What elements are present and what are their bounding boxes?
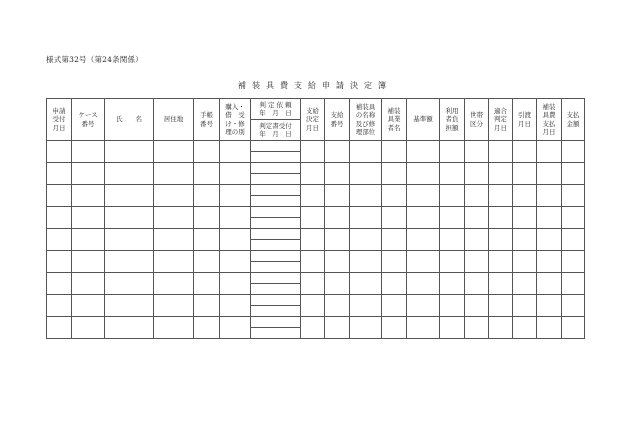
cell-handbook-number[interactable] — [194, 251, 220, 273]
cell-base-amount[interactable] — [407, 163, 440, 185]
cell-judgment[interactable] — [251, 163, 301, 174]
cell-name[interactable] — [105, 229, 154, 251]
cell-application-date[interactable] — [47, 273, 72, 295]
cell-payment-decision-date[interactable] — [301, 295, 325, 317]
cell-name[interactable] — [105, 141, 154, 163]
table-row — [47, 141, 585, 152]
cell-payment-decision-date[interactable] — [301, 163, 325, 185]
cell-payment-number[interactable] — [325, 273, 350, 295]
cell-user-burden[interactable] — [440, 141, 465, 163]
document-title: 補装具費支給申請決定簿 — [238, 81, 392, 90]
cell-device-name[interactable] — [350, 295, 382, 317]
cell-handbook-number[interactable] — [194, 317, 220, 339]
cell-residence[interactable] — [154, 229, 194, 251]
cell-payment-decision-date[interactable] — [301, 207, 325, 229]
cell-device-name[interactable] — [350, 163, 382, 185]
cell-judgment-receipt[interactable] — [251, 152, 301, 163]
cell-name[interactable] — [105, 207, 154, 229]
cell-judgment[interactable] — [251, 207, 301, 218]
cell-device-name[interactable] — [350, 185, 382, 207]
cell-supplier-name[interactable] — [382, 251, 407, 273]
cell-case-number[interactable] — [72, 273, 105, 295]
table-row — [47, 251, 585, 262]
header-delivery-date: 引渡 月日 — [513, 99, 537, 141]
cell-judgment-receipt[interactable] — [251, 284, 301, 295]
header-handbook-number: 手帳 番号 — [194, 99, 220, 141]
cell-purchase-type[interactable] — [220, 141, 251, 163]
cell-payment-date[interactable] — [537, 185, 562, 207]
form-number: 様式第32号（第24条関係） — [46, 55, 143, 64]
cell-residence[interactable] — [154, 163, 194, 185]
cell-judgment-receipt[interactable] — [251, 240, 301, 251]
cell-conformity-date[interactable] — [489, 317, 513, 339]
cell-residence[interactable] — [154, 317, 194, 339]
cell-handbook-number[interactable] — [194, 141, 220, 163]
header-device-name: 補装具 の名称 及び修 理部位 — [350, 99, 382, 141]
cell-purchase-type[interactable] — [220, 229, 251, 251]
cell-household-class[interactable] — [465, 273, 489, 295]
table-row — [47, 295, 585, 306]
cell-purchase-type[interactable] — [220, 251, 251, 273]
cell-base-amount[interactable] — [407, 251, 440, 273]
table-row — [47, 229, 585, 240]
cell-device-name[interactable] — [350, 141, 382, 163]
cell-payment-date[interactable] — [537, 163, 562, 185]
cell-judgment[interactable] — [251, 251, 301, 262]
cell-handbook-number[interactable] — [194, 229, 220, 251]
cell-base-amount[interactable] — [407, 295, 440, 317]
cell-application-date[interactable] — [47, 229, 72, 251]
header-application-date: 申請 受付 月日 — [47, 99, 72, 141]
cell-application-date[interactable] — [47, 207, 72, 229]
cell-delivery-date[interactable] — [513, 141, 537, 163]
cell-payment-amount[interactable] — [562, 273, 585, 295]
cell-base-amount[interactable] — [407, 273, 440, 295]
cell-payment-date[interactable] — [537, 141, 562, 163]
header-payment-number: 支給 番号 — [325, 99, 350, 141]
header-supplier-name: 補装 具業 者名 — [382, 99, 407, 141]
cell-device-name[interactable] — [350, 317, 382, 339]
cell-payment-date[interactable] — [537, 207, 562, 229]
header-judgment-receipt: 判定書受付 年 月 日 — [251, 120, 301, 141]
cell-judgment-receipt[interactable] — [251, 262, 301, 273]
cell-case-number[interactable] — [72, 163, 105, 185]
cell-payment-amount[interactable] — [562, 141, 585, 163]
cell-payment-decision-date[interactable] — [301, 251, 325, 273]
cell-supplier-name[interactable] — [382, 141, 407, 163]
cell-household-class[interactable] — [465, 185, 489, 207]
cell-user-burden[interactable] — [440, 273, 465, 295]
cell-household-class[interactable] — [465, 207, 489, 229]
cell-household-class[interactable] — [465, 295, 489, 317]
cell-delivery-date[interactable] — [513, 163, 537, 185]
header-household-class: 世帯 区分 — [465, 99, 489, 141]
cell-payment-amount[interactable] — [562, 207, 585, 229]
cell-payment-date[interactable] — [537, 317, 562, 339]
header-name: 氏 名 — [105, 99, 154, 141]
cell-device-name[interactable] — [350, 207, 382, 229]
table-row — [47, 317, 585, 328]
cell-purchase-type[interactable] — [220, 185, 251, 207]
cell-payment-decision-date[interactable] — [301, 141, 325, 163]
ledger-table — [46, 98, 585, 339]
cell-purchase-type[interactable] — [220, 273, 251, 295]
cell-user-burden[interactable] — [440, 295, 465, 317]
cell-household-class[interactable] — [465, 317, 489, 339]
cell-supplier-name[interactable] — [382, 273, 407, 295]
cell-conformity-date[interactable] — [489, 251, 513, 273]
cell-judgment-receipt[interactable] — [251, 174, 301, 185]
cell-name[interactable] — [105, 295, 154, 317]
cell-base-amount[interactable] — [407, 229, 440, 251]
cell-application-date[interactable] — [47, 163, 72, 185]
cell-payment-number[interactable] — [325, 251, 350, 273]
cell-handbook-number[interactable] — [194, 163, 220, 185]
cell-payment-date[interactable] — [537, 273, 562, 295]
cell-judgment-receipt[interactable] — [251, 218, 301, 229]
cell-user-burden[interactable] — [440, 251, 465, 273]
header-payment-decision-date: 支給 決定 月日 — [301, 99, 325, 141]
cell-household-class[interactable] — [465, 229, 489, 251]
cell-delivery-date[interactable] — [513, 273, 537, 295]
cell-base-amount[interactable] — [407, 207, 440, 229]
header-case-number: ケース 番号 — [72, 99, 105, 141]
cell-payment-amount[interactable] — [562, 251, 585, 273]
cell-residence[interactable] — [154, 207, 194, 229]
cell-user-burden[interactable] — [440, 207, 465, 229]
cell-payment-date[interactable] — [537, 251, 562, 273]
cell-device-name[interactable] — [350, 229, 382, 251]
cell-application-date[interactable] — [47, 317, 72, 339]
cell-payment-amount[interactable] — [562, 317, 585, 339]
cell-case-number[interactable] — [72, 295, 105, 317]
cell-conformity-date[interactable] — [489, 295, 513, 317]
cell-payment-number[interactable] — [325, 229, 350, 251]
cell-delivery-date[interactable] — [513, 295, 537, 317]
cell-case-number[interactable] — [72, 317, 105, 339]
cell-residence[interactable] — [154, 185, 194, 207]
cell-user-burden[interactable] — [440, 317, 465, 339]
header-purchase-type: 購入・ 借 受 け・修 理の別 — [220, 99, 251, 141]
cell-delivery-date[interactable] — [513, 229, 537, 251]
header-user-burden: 利用 者負 担額 — [440, 99, 465, 141]
cell-judgment[interactable] — [251, 273, 301, 284]
cell-judgment[interactable] — [251, 229, 301, 240]
cell-purchase-type[interactable] — [220, 163, 251, 185]
cell-residence[interactable] — [154, 295, 194, 317]
cell-handbook-number[interactable] — [194, 185, 220, 207]
cell-payment-amount[interactable] — [562, 163, 585, 185]
cell-user-burden[interactable] — [440, 185, 465, 207]
cell-supplier-name[interactable] — [382, 295, 407, 317]
cell-delivery-date[interactable] — [513, 185, 537, 207]
ledger-body — [47, 141, 585, 339]
cell-judgment-receipt[interactable] — [251, 306, 301, 317]
cell-name[interactable] — [105, 251, 154, 273]
cell-payment-number[interactable] — [325, 185, 350, 207]
table-row — [47, 185, 585, 196]
cell-case-number[interactable] — [72, 251, 105, 273]
cell-judgment[interactable] — [251, 295, 301, 306]
cell-household-class[interactable] — [465, 163, 489, 185]
cell-judgment[interactable] — [251, 185, 301, 196]
header-payment-amount: 支払 金額 — [562, 99, 585, 141]
cell-residence[interactable] — [154, 273, 194, 295]
cell-name[interactable] — [105, 273, 154, 295]
cell-application-date[interactable] — [47, 185, 72, 207]
cell-supplier-name[interactable] — [382, 317, 407, 339]
cell-delivery-date[interactable] — [513, 317, 537, 339]
cell-delivery-date[interactable] — [513, 251, 537, 273]
header-judgment-request: 判 定 依 頼 年 月 日 — [251, 99, 301, 120]
cell-judgment[interactable] — [251, 141, 301, 152]
cell-case-number[interactable] — [72, 185, 105, 207]
cell-handbook-number[interactable] — [194, 207, 220, 229]
cell-application-date[interactable] — [47, 141, 72, 163]
cell-payment-amount[interactable] — [562, 295, 585, 317]
cell-judgment[interactable] — [251, 317, 301, 328]
cell-application-date[interactable] — [47, 251, 72, 273]
cell-purchase-type[interactable] — [220, 295, 251, 317]
header-payment-date: 補装 具費 支払 月日 — [537, 99, 562, 141]
cell-supplier-name[interactable] — [382, 163, 407, 185]
cell-payment-decision-date[interactable] — [301, 229, 325, 251]
cell-judgment-receipt[interactable] — [251, 196, 301, 207]
cell-base-amount[interactable] — [407, 141, 440, 163]
header-base-amount: 基準額 — [407, 99, 440, 141]
cell-purchase-type[interactable] — [220, 207, 251, 229]
cell-handbook-number[interactable] — [194, 295, 220, 317]
cell-payment-number[interactable] — [325, 141, 350, 163]
cell-household-class[interactable] — [465, 251, 489, 273]
cell-payment-number[interactable] — [325, 317, 350, 339]
cell-supplier-name[interactable] — [382, 185, 407, 207]
cell-payment-decision-date[interactable] — [301, 273, 325, 295]
cell-payment-decision-date[interactable] — [301, 185, 325, 207]
cell-residence[interactable] — [154, 251, 194, 273]
cell-handbook-number[interactable] — [194, 273, 220, 295]
cell-conformity-date[interactable] — [489, 163, 513, 185]
cell-supplier-name[interactable] — [382, 229, 407, 251]
cell-name[interactable] — [105, 317, 154, 339]
cell-case-number[interactable] — [72, 229, 105, 251]
cell-residence[interactable] — [154, 141, 194, 163]
cell-judgment-receipt[interactable] — [251, 328, 301, 339]
cell-user-burden[interactable] — [440, 229, 465, 251]
cell-delivery-date[interactable] — [513, 207, 537, 229]
cell-conformity-date[interactable] — [489, 207, 513, 229]
cell-case-number[interactable] — [72, 141, 105, 163]
cell-name[interactable] — [105, 163, 154, 185]
header-residence: 居住地 — [154, 99, 194, 141]
cell-conformity-date[interactable] — [489, 229, 513, 251]
header-conformity-date: 適合 判定 月日 — [489, 99, 513, 141]
cell-device-name[interactable] — [350, 251, 382, 273]
cell-conformity-date[interactable] — [489, 141, 513, 163]
cell-payment-number[interactable] — [325, 163, 350, 185]
cell-payment-date[interactable] — [537, 295, 562, 317]
cell-application-date[interactable] — [47, 295, 72, 317]
table-row — [47, 163, 585, 174]
cell-name[interactable] — [105, 185, 154, 207]
cell-supplier-name[interactable] — [382, 207, 407, 229]
cell-conformity-date[interactable] — [489, 185, 513, 207]
cell-case-number[interactable] — [72, 207, 105, 229]
cell-conformity-date[interactable] — [489, 273, 513, 295]
cell-device-name[interactable] — [350, 273, 382, 295]
cell-base-amount[interactable] — [407, 185, 440, 207]
cell-purchase-type[interactable] — [220, 317, 251, 339]
cell-payment-decision-date[interactable] — [301, 317, 325, 339]
table-row — [47, 273, 585, 284]
cell-payment-amount[interactable] — [562, 229, 585, 251]
cell-payment-date[interactable] — [537, 229, 562, 251]
cell-payment-number[interactable] — [325, 207, 350, 229]
cell-household-class[interactable] — [465, 141, 489, 163]
cell-user-burden[interactable] — [440, 163, 465, 185]
cell-base-amount[interactable] — [407, 317, 440, 339]
table-row — [47, 207, 585, 218]
cell-payment-amount[interactable] — [562, 185, 585, 207]
cell-payment-number[interactable] — [325, 295, 350, 317]
